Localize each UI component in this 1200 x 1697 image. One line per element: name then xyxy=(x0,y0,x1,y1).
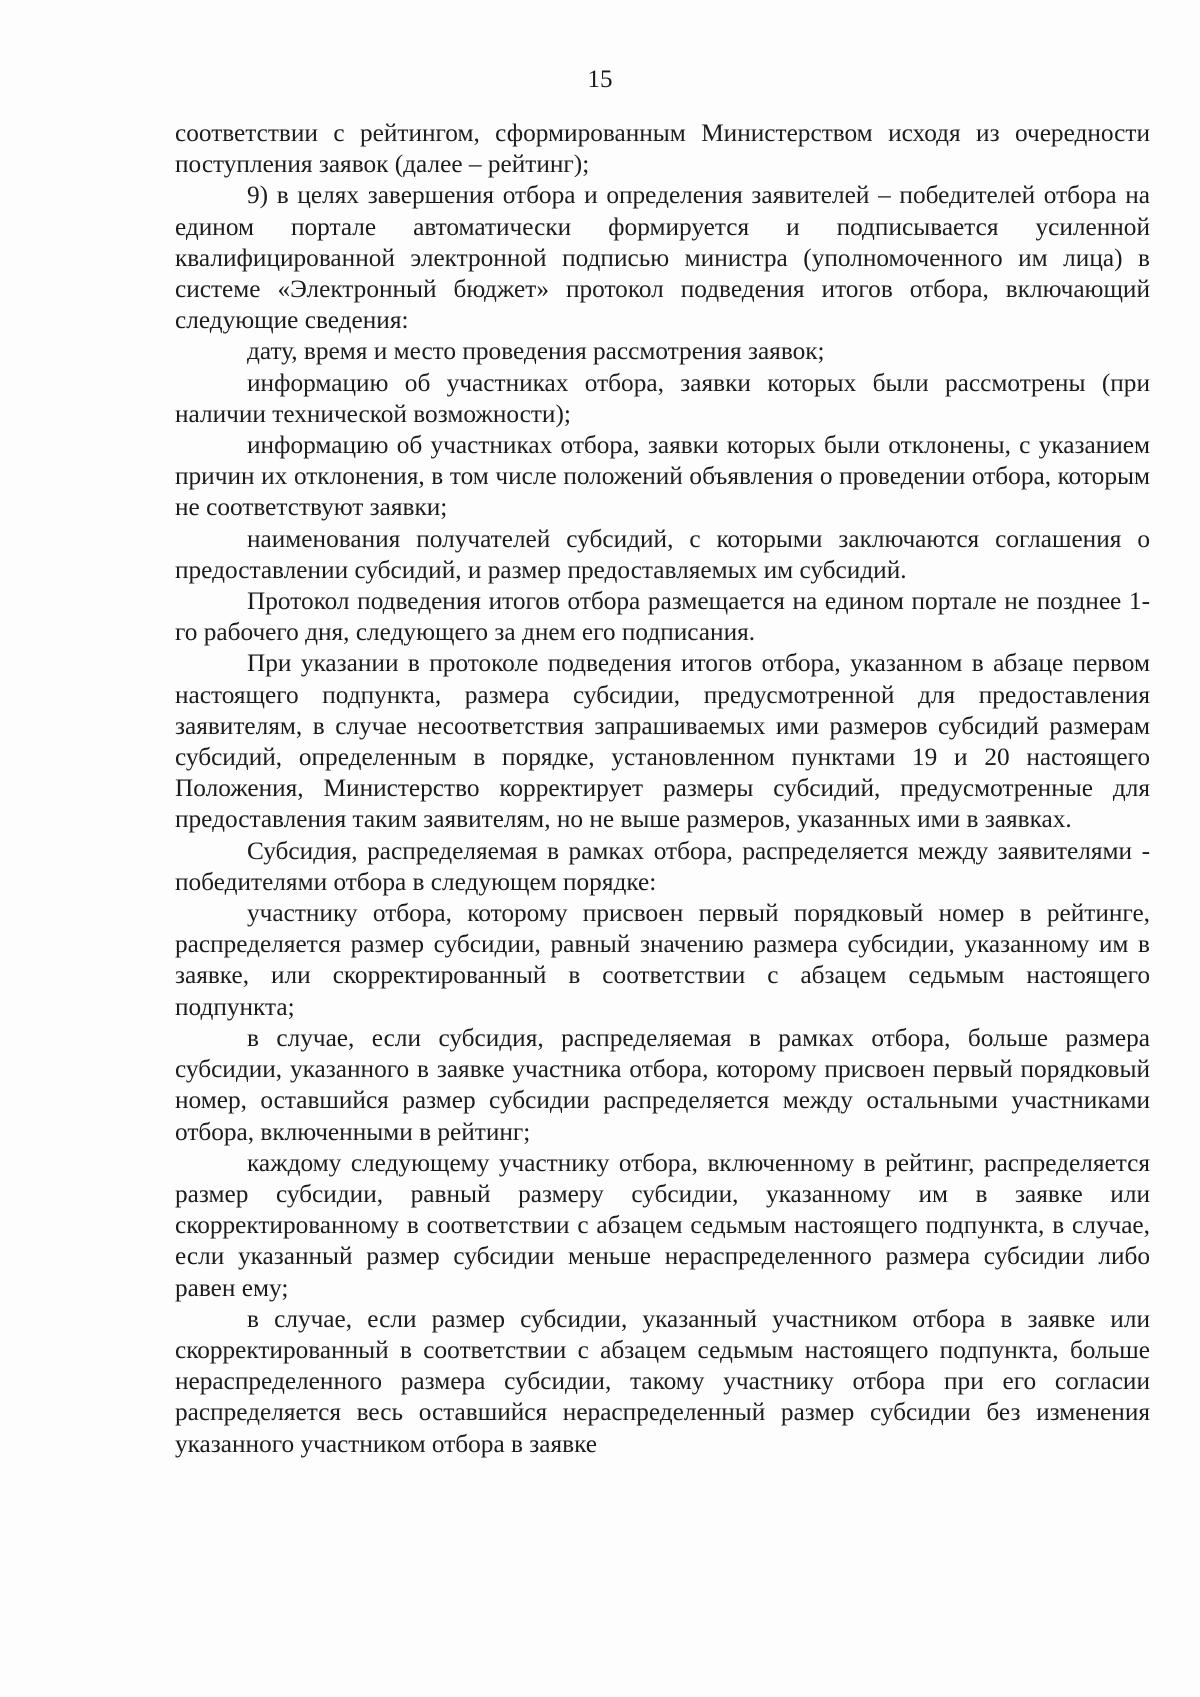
paragraph-distribution-order: Субсидия, распределяемая в рамках отбора, распределяется между заявителями - победителями отбора в следующем порядке: xyxy=(175,836,1150,896)
paragraph-list-reviewed: информацию об участниках отбора, заявки которых были рассмотрены (при наличии технической возможности); xyxy=(175,368,1150,428)
paragraph-protocol-publication: Протокол подведения итогов отбора размещается на едином портале не позднее 1-го рабочего дня, следующего за днем его подписания. xyxy=(175,587,1150,647)
document-body xyxy=(175,118,1150,1460)
paragraph-list-date: дату, время и место проведения рассмотрения заявок; xyxy=(247,337,825,366)
page-number: 15 xyxy=(587,66,613,93)
paragraph-list-rejected: информацию об участниках отбора, заявки которых были отклонены, с указанием причин их отклонения, в том числе положений объявления о проведении отбора, которым не соответствуют заявки; xyxy=(175,431,1150,522)
paragraph-first-participant: участнику отбора, которому присвоен первый порядковый номер в рейтинге, распределяется размер субсидии, равный значению размера субсидии, указанному им в заявке, или скорректированный в соответствии с абзацем седьмым настоящего подпункта; xyxy=(175,899,1150,1021)
paragraph-item-9: 9) в целях завершения отбора и определения заявителей – победителей отбора на едином портале автоматически формируется и подписывается усиленной квалифицированной электронной подписью министра (уполномоченного им лица) в системе «Электронный бюджет» протокол подведения итогов отбора, включающий следующие сведения: xyxy=(175,181,1150,335)
paragraph-next-participant: каждому следующему участнику отбора, включенному в рейтинг, распределяется размер субсидии, равный размеру субсидии, указанному им в заявке или скорректированному в соответствии с абзацем седьмым настоящего подпункта, в случае, если указанный размер субсидии меньше нераспределенного размера субсидии либо равен ему; xyxy=(175,1148,1150,1302)
paragraph-remaining-distribution: в случае, если субсидия, распределяемая в рамках отбора, больше размера субсидии, указанного в заявке участника отбора, которому присвоен первый порядковый номер, оставшийся размер субсидии распределяется между остальными участниками отбора, включенными в рейтинг; xyxy=(175,1023,1150,1146)
paragraph-continuation: соответствии с рейтингом, сформированным Министерством исходя из очередности поступления заявок (далее – рейтинг); xyxy=(175,119,1150,179)
paragraph-exceeding-case: в случае, если размер субсидии, указанный участником отбора в заявке или скорректированный в соответствии с абзацем седьмым настоящего подпункта, больше нераспределенного размера субсидии, такому участнику отбора при его согласии распределяется весь оставшийся нераспределенный размер субсидии без изменения указанного участником отбора в заявке xyxy=(175,1304,1150,1458)
paragraph-list-recipients: наименования получателей субсидий, с которыми заключаются соглашения о предоставлении субсидий, и размер предоставляемых им субсидий. xyxy=(175,524,1150,584)
paragraph-size-correction: При указании в протоколе подведения итогов отбора, указанном в абзаце первом настоящего подпункта, размера субсидии, предусмотренной для предоставления заявителям, в случае несоответствия запрашиваемых ими размеров субсидий размерам субсидий, определенным в порядке, установленном пунктами 19 и 20 настоящего Положения, Министерство корректирует размеры субсидий, предусмотренные для предоставления таким заявителям, но не выше размеров, указанных ими в заявках. xyxy=(175,649,1150,834)
